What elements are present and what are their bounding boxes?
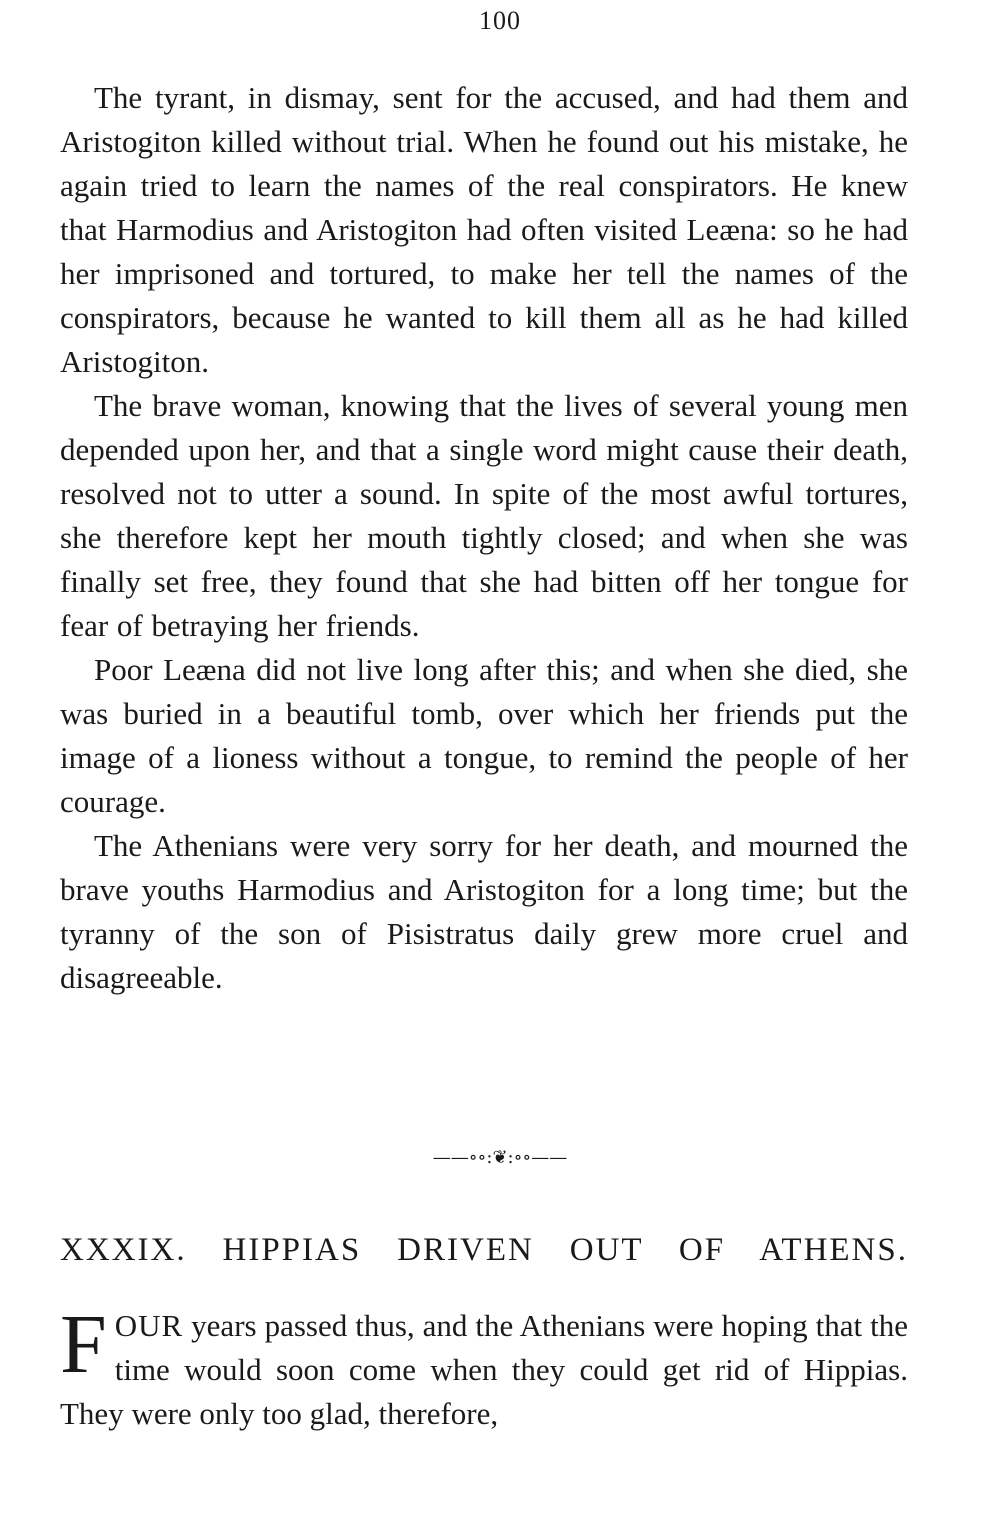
opening-text: years passed thus, and the Athenians were hoping that the time would soon come when they could get rid of Hippias. They were only too glad, therefore, <box>60 1308 908 1431</box>
page-number: 100 <box>479 6 521 35</box>
drop-cap: F <box>60 1298 107 1391</box>
chapter-body <box>60 1298 908 1436</box>
paragraph: The Athenians were very sorry for her death, and mourned the brave youths Harmodius and Aristogiton for a long time; but the tyranny of the son of Pisistratus daily grew more cruel and disagreeable. <box>60 828 908 995</box>
paragraph: The tyrant, in dismay, sent for the accused, and had them and Aristogiton killed without trial. When he found out his mistake, he again tried to learn the names of the real conspirators. He knew that Harmodius and Aristogiton had often visited Leæna: so he had her imprisoned and tortured, to make her tell the names of the conspirators, because he wanted to kill them all as he had killed Aristogiton. <box>60 80 908 379</box>
paragraph: The brave woman, knowing that the lives of several young men depended upon her, and that a single word might cause their death, resolved not to utter a sound. In spite of the most awful tortures, she therefore kept her mouth tightly closed; and when she was finally set free, they found that she had bitten off her tongue for fear of betraying her friends. <box>60 388 908 643</box>
chapter-title: XXXIX. HIPPIAS DRIVEN OUT OF ATHENS. <box>60 1232 908 1268</box>
paragraph: Poor Leæna did not live long after this; and when she died, she was buried in a beautiful tomb, over which her friends put the image of a lioness without a tongue, to remind the people of her courage. <box>60 652 908 819</box>
section-divider-ornament: ——∘∘:❦:∘∘—— <box>432 1147 568 1168</box>
body-text <box>60 76 908 1000</box>
chapter-opening-paragraph <box>60 1298 908 1436</box>
opening-word-rest: OUR <box>114 1308 184 1343</box>
